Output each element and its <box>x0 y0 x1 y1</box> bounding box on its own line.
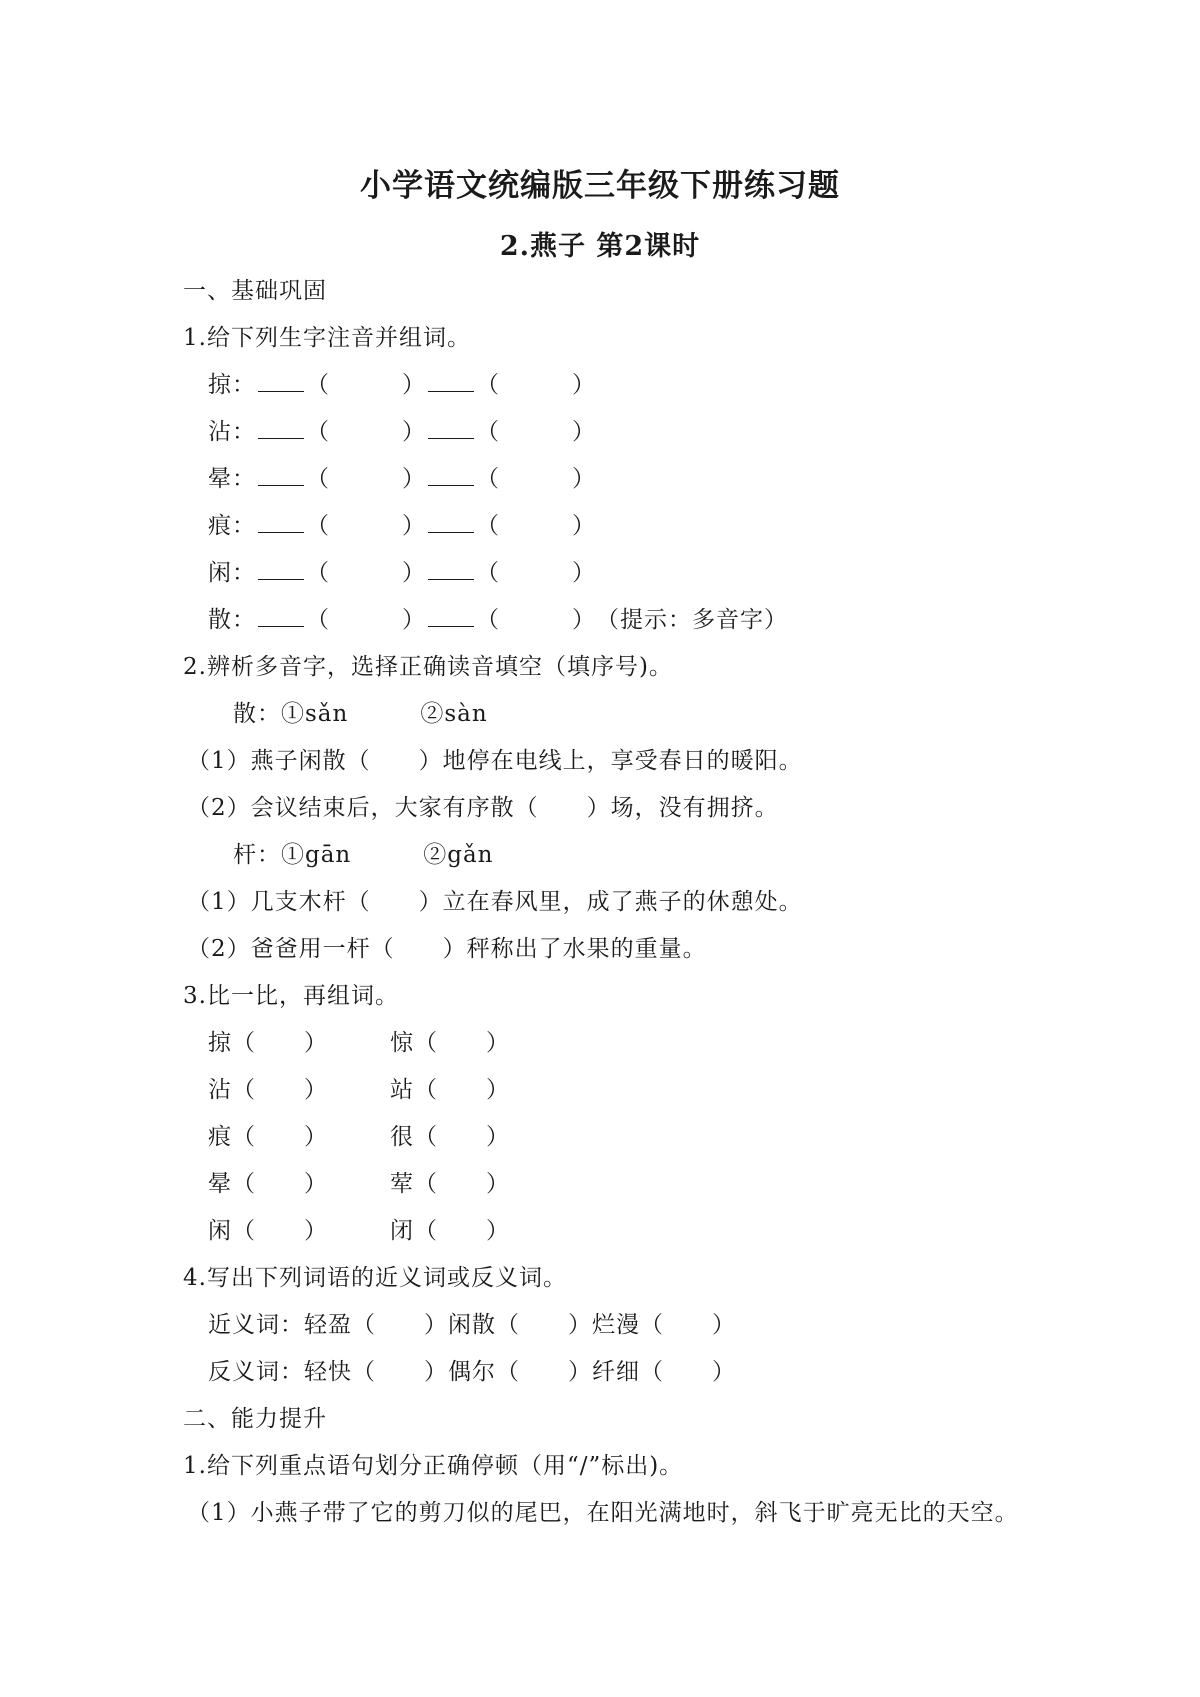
question-1-prompt: 1.给下列生字注音并组词。 <box>183 325 471 351</box>
word-paren[interactable]: （ ） <box>306 372 426 398</box>
pinyin-row-3: 晕： （ ） （ ） <box>208 466 596 492</box>
pinyin-blank[interactable] <box>258 514 304 533</box>
pinyin-row-6: 散： （ ） （ ）（提示：多音字） <box>208 607 788 633</box>
san-sentence-2[interactable]: （2）会议结束后，大家有序散（ ）场，没有拥挤。 <box>187 795 779 821</box>
pinyin-blank[interactable] <box>428 561 474 580</box>
polyphone-san-options: 散：①sǎn ②sàn <box>233 701 488 727</box>
word-paren[interactable]: （ ） <box>306 419 426 445</box>
question-2-prompt: 2.辨析多音字，选择正确读音填空（填序号)。 <box>183 654 673 680</box>
pinyin-blank[interactable] <box>428 420 474 439</box>
compare-left-1[interactable]: 掠（ ） <box>208 1030 328 1056</box>
pinyin-blank[interactable] <box>428 467 474 486</box>
gan-sentence-1[interactable]: （1）几支木杆（ ）立在春风里，成了燕子的休憩处。 <box>187 889 803 915</box>
word-paren[interactable]: （ ） <box>306 560 426 586</box>
compare-right-2[interactable]: 站（ ） <box>390 1077 510 1103</box>
char-label: 沾 <box>208 419 232 445</box>
pinyin-blank[interactable] <box>258 467 304 486</box>
pinyin-blank[interactable] <box>258 373 304 392</box>
word-paren[interactable]: （ ） <box>306 607 426 633</box>
word-paren[interactable]: （ ） <box>476 607 596 633</box>
pinyin-blank[interactable] <box>428 514 474 533</box>
question-4-prompt: 4.写出下列词语的近义词或反义词。 <box>183 1265 567 1291</box>
compare-left-2[interactable]: 沾（ ） <box>208 1077 328 1103</box>
char-label: 闲 <box>208 560 232 586</box>
pinyin-blank[interactable] <box>428 373 474 392</box>
polyphone-hint: （提示：多音字） <box>596 607 788 633</box>
synonyms-row[interactable]: 近义词：轻盈（ ）闲散（ ）烂漫（ ） <box>208 1312 736 1338</box>
san-sentence-1[interactable]: （1）燕子闲散（ ）地停在电线上，享受春日的暖阳。 <box>187 748 803 774</box>
antonyms-row[interactable]: 反义词：轻快（ ）偶尔（ ）纤细（ ） <box>208 1359 736 1385</box>
word-paren[interactable]: （ ） <box>476 419 596 445</box>
word-paren[interactable]: （ ） <box>306 466 426 492</box>
page-title: 小学语文统编版三年级下册练习题 <box>360 168 840 204</box>
word-paren[interactable]: （ ） <box>476 372 596 398</box>
pinyin-blank[interactable] <box>258 420 304 439</box>
section-heading-ability: 二、能力提升 <box>183 1406 327 1432</box>
lesson-subtitle: 2.燕子 第2课时 <box>499 231 701 262</box>
compare-left-3[interactable]: 痕（ ） <box>208 1124 328 1150</box>
pinyin-row-1: 掠： （ ） （ ） <box>208 372 596 398</box>
question-3-prompt: 3.比一比，再组词。 <box>183 983 399 1009</box>
word-paren[interactable]: （ ） <box>476 560 596 586</box>
char-label: 掠 <box>208 372 232 398</box>
compare-right-4[interactable]: 荤（ ） <box>390 1171 510 1197</box>
char-label: 散 <box>208 607 232 633</box>
compare-right-5[interactable]: 闭（ ） <box>390 1218 510 1244</box>
pinyin-row-2: 沾： （ ） （ ） <box>208 419 596 445</box>
word-paren[interactable]: （ ） <box>476 466 596 492</box>
compare-right-3[interactable]: 很（ ） <box>390 1124 510 1150</box>
pinyin-row-4: 痕： （ ） （ ） <box>208 513 596 539</box>
pinyin-blank[interactable] <box>258 608 304 627</box>
polyphone-gan-options: 杆：①gān ②gǎn <box>233 842 494 868</box>
word-paren[interactable]: （ ） <box>306 513 426 539</box>
word-paren[interactable]: （ ） <box>476 513 596 539</box>
pause-sentence-1[interactable]: （1）小燕子带了它的剪刀似的尾巴，在阳光满地时，斜飞于旷亮无比的天空。 <box>187 1500 1019 1526</box>
compare-left-5[interactable]: 闲（ ） <box>208 1218 328 1244</box>
pinyin-row-5: 闲： （ ） （ ） <box>208 560 596 586</box>
section-heading-basics: 一、基础巩固 <box>183 278 327 304</box>
pinyin-blank[interactable] <box>258 561 304 580</box>
char-label: 晕 <box>208 466 232 492</box>
compare-left-4[interactable]: 晕（ ） <box>208 1171 328 1197</box>
section2-question-1-prompt: 1.给下列重点语句划分正确停顿（用“/”标出)。 <box>183 1453 684 1479</box>
pinyin-blank[interactable] <box>428 608 474 627</box>
char-label: 痕 <box>208 513 232 539</box>
gan-sentence-2[interactable]: （2）爸爸用一杆（ ）秤称出了水果的重量。 <box>187 936 707 962</box>
compare-right-1[interactable]: 惊（ ） <box>390 1030 510 1056</box>
